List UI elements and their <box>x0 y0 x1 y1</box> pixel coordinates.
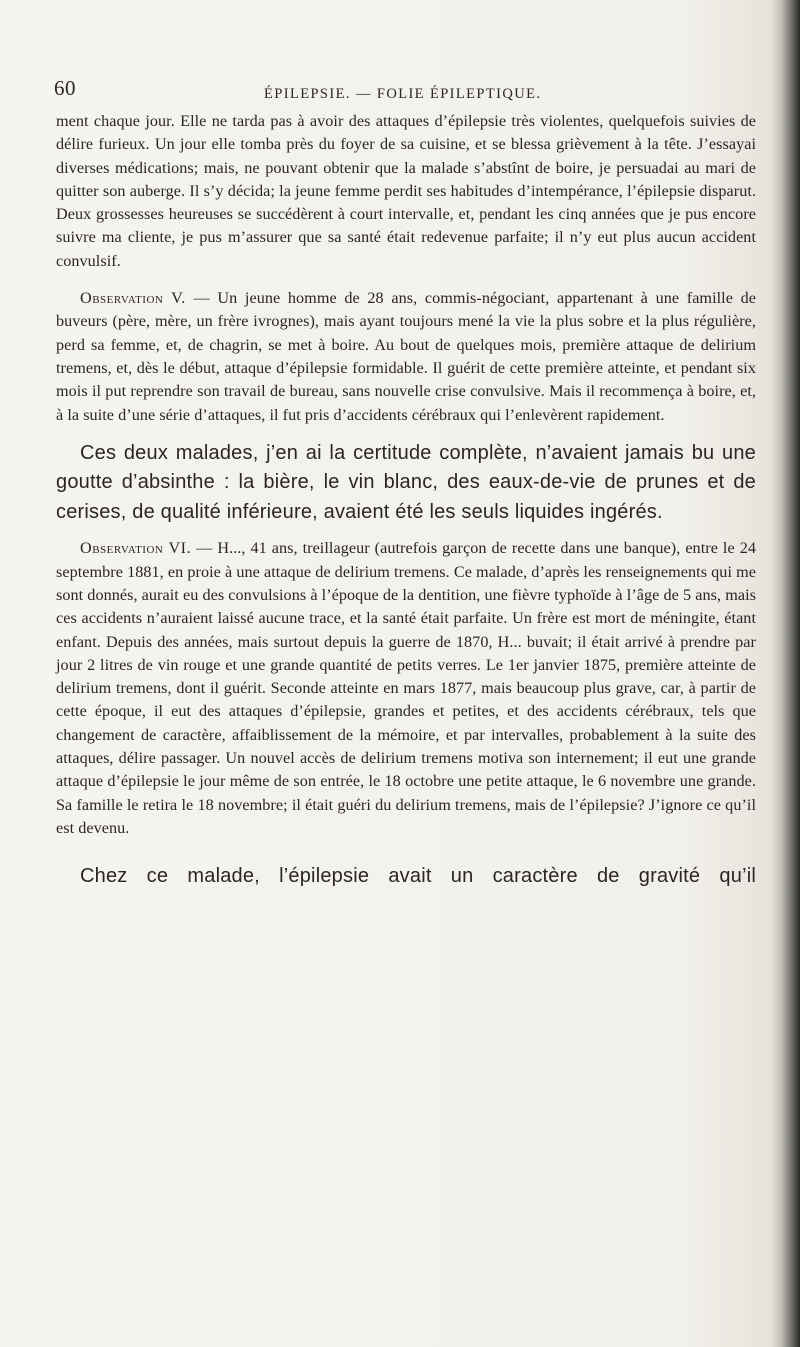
observation-v <box>56 287 756 427</box>
paragraph-text: — H..., 41 ans, treillageur (autrefois garçon de recette dans une banque), entre le 24 septembre 1881, en proie à une attaque de delirium tremens. Ce malade, d’après les renseignements qui me sont donnés, aurait eu des convulsions à l’époque de la dentition, une fièvre typhoïde à l’âge de 5 ans, mais ces accidents n’auraient laissé aucune trace, et la santé était parfaite. Un frère est mort de méningite, étant enfant. Depuis des années, mais surtout depuis la guerre de 1870, H... buvait; il était arrivé à prendre par jour 2 litres de vin rouge et une grande quantité de petits verres. Le 1er janvier 1875, première atteinte de delirium tremens, dont il guérit. Seconde atteinte en mars 1877, mais beaucoup plus grave, car, à partir de cette époque, il eut des attaques d’épilepsie, grandes et petites, et des accidents cérébraux, tels que changement de caractère, affaiblissement de la mémoire, et par intervalles, probablement à la suite des attaques, délire passager. Un nouvel accès de delirium tremens motiva son internement; il eut une grande attaque d’épilepsie le jour même de son entrée, le 18 octobre une petite attaque, le 6 novembre une grande. Sa famille le retira le 18 novembre; il était guéri du delirium tremens, mais de l’épilepsie? J’ignore ce qu’il est devenu. <box>56 539 756 837</box>
paragraph-text: Ces deux malades, j’en ai la certitude complète, n’avaient jamais bu une goutte d’absinthe : la bière, le vin blanc, des eaux-de-vie de prunes et de cerises, de qualité inférieure, avaient été les seuls liquides ingérés. <box>56 441 756 523</box>
page-header <box>54 76 754 106</box>
observation-label: Observation V. <box>80 289 186 308</box>
paragraph-text: ment chaque jour. Elle ne tarda pas à avoir des attaques d’épilepsie très violentes, quelquefois suivies de délire furieux. Un jour elle tomba près du foyer de sa cuisine, et se blessa grièvement à la tête. J’essayai diverses médications; mais, ne pouvant obtenir que la malade s’abstînt de boire, je persuadai au mari de quitter son auberge. Il s’y décida; la jeune femme perdit ses habitudes d’intempérance, l’épilepsie disparut. Deux grossesses heureuses se succédèrent à court intervalle, et, pendant les cinq années que je pus encore suivre ma cliente, je pus m’assurer que sa santé était redevenue parfaite; il n’y eut plus aucun accident convulsif. <box>56 112 756 270</box>
paragraph-text: Chez ce malade, l’épilepsie avait un caractère de gravité qu’il <box>80 865 756 888</box>
body-text <box>56 110 756 892</box>
page-edge-shadow <box>772 0 800 1347</box>
page-number: 60 <box>54 76 76 100</box>
paragraph-continuation <box>56 110 756 273</box>
observation-vi <box>56 537 756 840</box>
paragraph-large-conclusion <box>56 439 756 528</box>
observation-label: Observation VI. <box>80 539 192 558</box>
paragraph-text: — Un jeune homme de 28 ans, commis-négociant, appartenant à une famille de buveurs (père, mère, un frère ivrognes), mais ayant toujours mené la vie la plus sobre et la plus régulière, perd sa femme, et, de chagrin, se met à boire. Au bout de quelques mois, première attaque de delirium tremens, et, dès le début, attaque d’épilepsie formidable. Il guérit de cette première atteinte, et pendant six mois il put reprendre son travail de bureau, sans nouvelle crise convulsive. Mais il recommença à boire, et, à la suite d’une série d’attaques, il fut pris d’accidents cérébraux qui l’enlevèrent rapidement. <box>56 289 756 424</box>
running-head: ÉPILEPSIE. — FOLIE ÉPILEPTIQUE. <box>264 86 542 102</box>
paragraph-large-final <box>56 862 756 892</box>
